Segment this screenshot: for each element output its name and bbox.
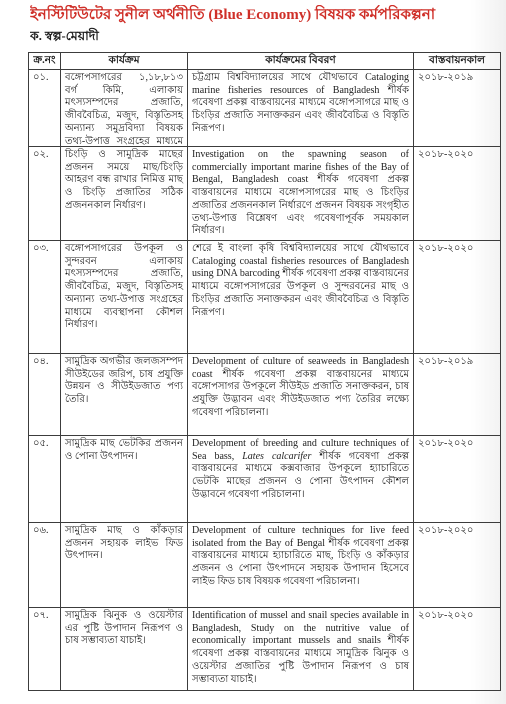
table-header-row <box>28 52 500 69</box>
activity-cell: চিংড়ি ও সামুদ্রিক মাছের প্রজনন সময়ে মাছ/চিংড়ি আহরণ বন্ধ রাখার নিমিত্ত মাছ ও চিংড়ি প্রজাতির সঠিক প্রজননকাল নির্ধারণ। <box>60 146 187 240</box>
serial-cell: ০৪. <box>28 353 60 435</box>
header-serial: ক্র.নং <box>28 52 60 69</box>
period-cell: ২০১৮-২০১৯ <box>413 353 500 435</box>
serial-cell: ০২. <box>28 146 60 240</box>
description-cell: চট্টগ্রাম বিশ্ববিদ্যালয়ের সাথে যৌথভাবে Cataloging marine fisheries resources of Bangladesh শীর্ষক গবেষণা প্রকল্প বাস্তবায়নের মাধ্যমে বঙ্গোপসাগরে মাছ ও চিংড়ির প্রজাতি সনাক্তকরন এবং জীববৈচিত্র ও বিস্তৃতি নিরূপণ। <box>187 69 413 146</box>
period-cell: ২০১৮-২০২০ <box>413 146 500 240</box>
serial-cell: ০৩. <box>28 240 60 353</box>
activity-cell: সামুদ্রিক মাছ ও কাঁকড়ার প্রজনন সহায়ক লাইভ ফিড উৎপাদন। <box>60 522 187 607</box>
table-row <box>28 522 500 607</box>
period-cell: ২০১৮-২০২০ <box>413 607 500 690</box>
header-activity: কার্যক্রম <box>60 52 187 69</box>
table-row <box>28 435 500 522</box>
table-row <box>28 607 500 690</box>
header-description: কার্যক্রমের বিবরণ <box>187 52 413 69</box>
activity-cell: বঙ্গোপসাগরের উপকূল ও সুন্দরবন এলাকায় মৎস্যসম্পদের প্রজাতি, জীববৈচিত্র, মজুদ, বিস্তৃতিসহ অন্যান্য তথ্য-উপাত্ত সংগ্রহের মাধ্যমে ব্যবস্থাপনা কৌশল নির্ধারণ। <box>60 240 187 353</box>
serial-cell: ০৬. <box>28 522 60 607</box>
species-name-italic: Lates calcarifer <box>242 450 312 462</box>
table-row <box>28 240 500 353</box>
activity-cell: সামুদ্রিক ঝিনুক ও ওয়েস্টার এর পুষ্টি উপাদান নিরূপণ ও চাষ সম্ভাব্যতা যাচাই। <box>60 607 187 690</box>
header-period: বাস্তবায়নকাল <box>413 52 500 69</box>
activity-cell: সামুদ্রিক অগভীর জলজসম্পদ সীউইডের জরিপ, চাষ প্রযুক্তি উন্নয়ন ও সীউইডজাত পণ্য তৈরি। <box>60 353 187 435</box>
activity-cell: সামুদ্রিক মাছ ভেটকির প্রজনন ও পোনা উৎপাদন। <box>60 435 187 522</box>
action-plan-table <box>28 52 501 691</box>
period-cell: ২০১৮-২০২০ <box>413 435 500 522</box>
page-title: ইনস্টিটিউটের সুনীল অর্থনীতি (Blue Economy) বিষয়ক কর্মপরিকল্পনা <box>30 7 436 23</box>
period-cell: ২০১৮-২০২০ <box>413 240 500 353</box>
serial-cell: ০৫. <box>28 435 60 522</box>
description-cell <box>187 435 413 522</box>
table-row <box>28 146 500 240</box>
period-cell: ২০১৮-২০২০ <box>413 522 500 607</box>
description-cell: Investigation on the spawning season of commercially important marine fishes of the Bay of Bengal, Bangladesh coast শীর্ষক গবেষণা প্রকল্প বাস্তবায়নের মাধ্যমে বঙ্গোপসাগরের মাছ ও চিংড়ির প্রজাতির প্রজননকাল নির্ধারণে প্রজনন বিষয়ক সংগৃহীত তথ্য-উপাত্ত বিশ্লেষণ এবং গবেষণাপূর্বক সময়কাল নির্ধারণ। <box>187 146 413 240</box>
description-text-rest: শীর্ষক গবেষণা প্রকল্প বাস্তবায়নের মাধ্যমে কক্সবাজার উপকূলে হ্যাচারিতে ভেটকি মাছের প্রজনন ও পোনা উৎপাদন কৌশল উদ্ভাবনে গবেষণা পরিচালনা। <box>192 450 409 500</box>
description-text: Development of breeding and culture techniques of Sea bass, <box>192 438 409 462</box>
description-cell: Development of culture techniques for live feed isolated from the Bay of Bengal শীর্ষক গবেষণা প্রকল্প বাস্তবায়নের মাধ্যমে হ্যাচারিতে মাছ, চিংড়ি ও কাঁকড়ার প্রজনন ও পোনা উৎপাদনে সহায়ক উপাদান হিসেবে লাইভ ফিড চাষ বিষয়ক গবেষণা পরিচালনা। <box>187 522 413 607</box>
activity-cell: বঙ্গোপসাগরের ১,১৮,৮১৩ বর্গ কিমি, এলাকায় মৎস্যসম্পদের প্রজাতি, জীববৈচিত্র, মজুদ, বিস্তৃতিসহ অন্যান্য সমুদ্রবিদ্যা বিষয়ক তথ্য-উপাত্ত সংগ্রহের মাধ্যমে <box>60 69 187 146</box>
description-cell: Identification of mussel and snail species available in Bangladesh, Study on the nutritive value of economically important mussels and snails শীর্ষক গবেষণা প্রকল্প বাস্তবায়নের মাধ্যমে সামুদ্রিক ঝিনুক ও ওয়েস্টার প্রজাতির পুষ্টি উপাদান নিরূপণ ও চাষ সম্ভাব্যতা যাচাই। <box>187 607 413 690</box>
description-cell: Development of culture of seaweeds in Bangladesh coast শীর্ষক গবেষণা প্রকল্প বাস্তবায়নের মাধ্যমে বঙ্গোপসাগর উপকূলে সীউইড প্রজাতি সনাক্তকরন, চাষ প্রযুক্তি উদ্ভাবন এবং সীউইডজাত পণ্য তৈরির লক্ষ্যে গবেষণা পরিচালনা। <box>187 353 413 435</box>
serial-cell: ০৭. <box>28 607 60 690</box>
period-cell: ২০১৮-২০১৯ <box>413 69 500 146</box>
serial-cell: ০১. <box>28 69 60 146</box>
table-row <box>28 69 500 146</box>
description-cell: শেরে ই বাংলা কৃষি বিশ্ববিদ্যালয়ের সাথে যৌথভাবে Cataloging coastal fisheries resources of Bangladesh using DNA barcoding শীর্ষক গবেষণা প্রকল্প বাস্তবায়নের মাধ্যমে বঙ্গোপসাগরের উপকূল ও সুন্দরবনের মাছ ও চিংড়ির প্রজাতি সনাক্তকরন এবং জীববৈচিত্র ও বিস্তৃতি নিরূপণ। <box>187 240 413 353</box>
section-heading: ক. স্বল্প-মেয়াদী <box>30 29 99 43</box>
table-row <box>28 353 500 435</box>
